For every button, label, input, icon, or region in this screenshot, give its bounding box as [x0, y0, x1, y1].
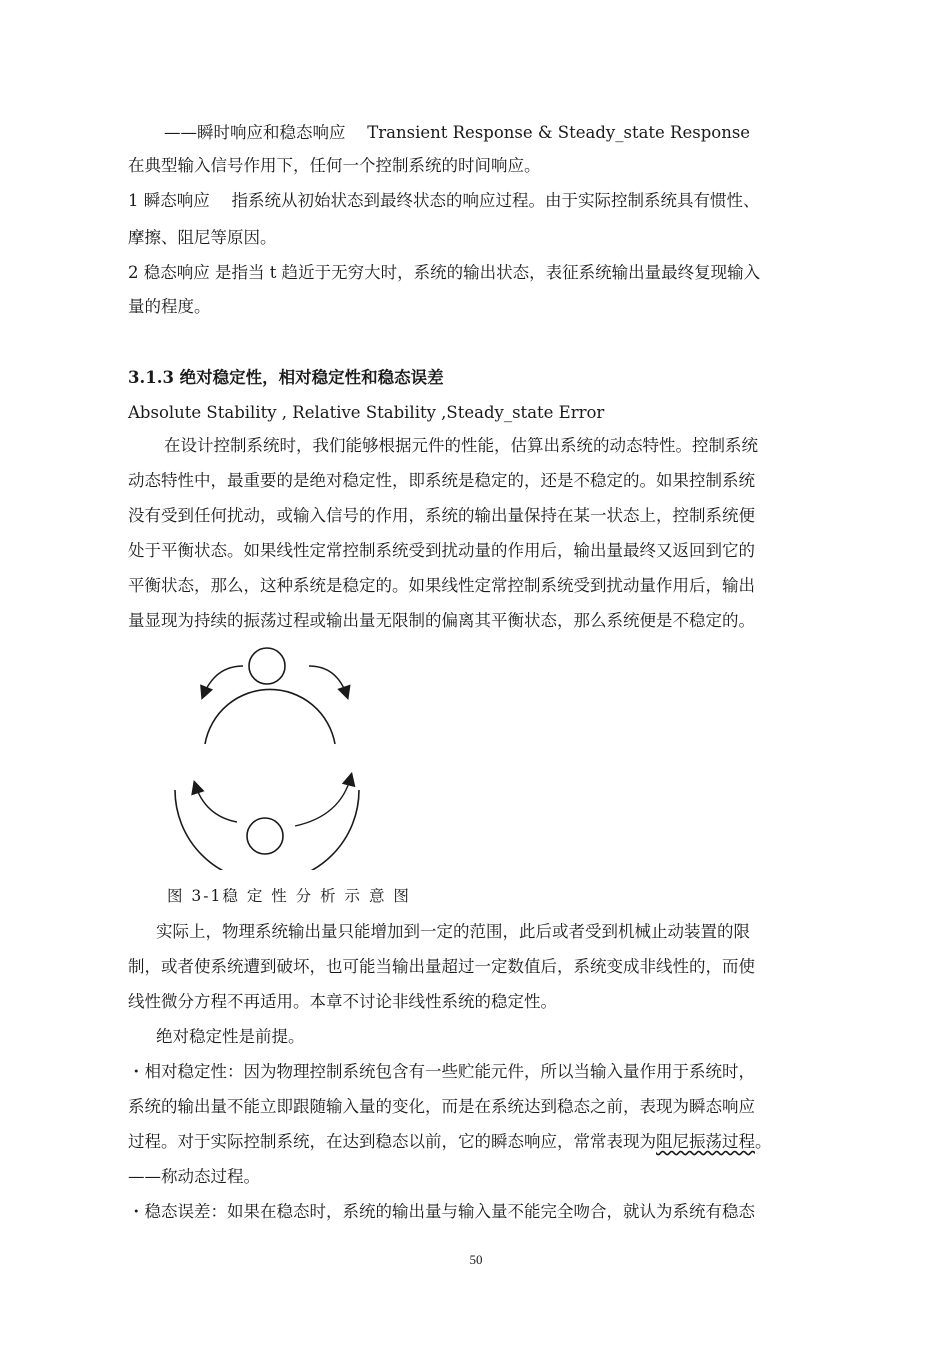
figure-caption: 图 3-1稳 定 性 分 析 示 意 图: [167, 887, 411, 905]
para-line-4: 处于平衡状态。如果线性定常控制系统受到扰动量的作用后，输出量最终又返回到它的: [128, 541, 755, 560]
para-line-1: 在设计控制系统时，我们能够根据元件的性能，估算出系统的动态特性。控制系统: [164, 436, 758, 455]
line-1: ——瞬时响应和稳态响应 Transient Response & Steady_state Response: [164, 123, 751, 142]
para2-line-1: 实际上，物理系统输出量只能增加到一定的范围，此后或者受到机械止动装置的限: [156, 922, 750, 941]
ball-on-hill: [249, 648, 285, 684]
page-number: 50: [469, 1252, 483, 1267]
line-3: 1 瞬态响应 指系统从初始状态到最终状态的响应过程。由于实际控制系统具有惯性、: [128, 191, 760, 210]
line-2: 在典型输入信号作用下，任何一个控制系统的时间响应。: [128, 156, 541, 175]
para-line-6: 量显现为持续的振荡过程或输出量无限制的偏离其平衡状态，那么系统便是不稳定的。: [128, 611, 755, 630]
line-5: 2 稳态响应 是指当 t 趋近于无穷大时，系统的输出状态，表征系统输出量最终复现输入: [128, 263, 761, 282]
period: 。: [755, 1132, 772, 1151]
line-4: 摩擦、阻尼等原因。: [128, 228, 277, 247]
bullet2-line-1: ・稳态误差：如果在稳态时，系统的输出量与输入量不能完全吻合，就认为系统有稳态: [128, 1202, 755, 1221]
bullet1-line-3-text: 过程。对于实际控制系统，在达到稳态以前，它的瞬态响应，常常表现为: [128, 1132, 656, 1151]
stability-diagram: [165, 640, 375, 870]
arrow-left-up: [195, 784, 237, 822]
hill-arc: [205, 689, 335, 744]
bullet1-line-2: 系统的输出量不能立即跟随输入量的变化，而是在系统达到稳态之前，表现为瞬态响应: [128, 1097, 755, 1116]
section-heading: 3.1.3 绝对稳定性，相对稳定性和稳态误差: [128, 368, 444, 387]
arrow-left-down: [203, 666, 243, 696]
para2-line-3: 线性微分方程不再适用。本章不讨论非线性系统的稳定性。: [128, 992, 557, 1011]
para-line-3: 没有受到任何扰动，或输入信号的作用，系统的输出量保持在某一状态上，控制系统便: [128, 506, 755, 525]
para-line-5: 平衡状态，那么，这种系统是稳定的。如果线性定常控制系统受到扰动量作用后，输出: [128, 576, 755, 595]
ball-in-valley: [247, 818, 283, 854]
line-6: 量的程度。: [128, 297, 211, 316]
arrow-right-up: [295, 776, 351, 826]
bullet1-line-4: ——称动态过程。: [128, 1167, 260, 1186]
bullet1-line-1: ・相对稳定性：因为物理控制系统包含有一些贮能元件，所以当输入量作用于系统时，: [128, 1062, 755, 1081]
para2-line-2: 制，或者使系统遭到破坏，也可能当输出量超过一定数值后，系统变成非线性的，而使: [128, 957, 755, 976]
english-subtitle: Absolute Stability , Relative Stability ,Steady_state Error: [128, 403, 605, 422]
bullet1-line-3: [128, 1131, 858, 1153]
wavy-term: 阻尼振荡过程: [656, 1132, 755, 1151]
para3-line-1: 绝对稳定性是前提。: [156, 1027, 305, 1046]
para-line-2: 动态特性中，最重要的是绝对稳定性，即系统是稳定的，还是不稳定的。如果控制系统: [128, 471, 755, 490]
arrow-right-down: [309, 666, 347, 696]
